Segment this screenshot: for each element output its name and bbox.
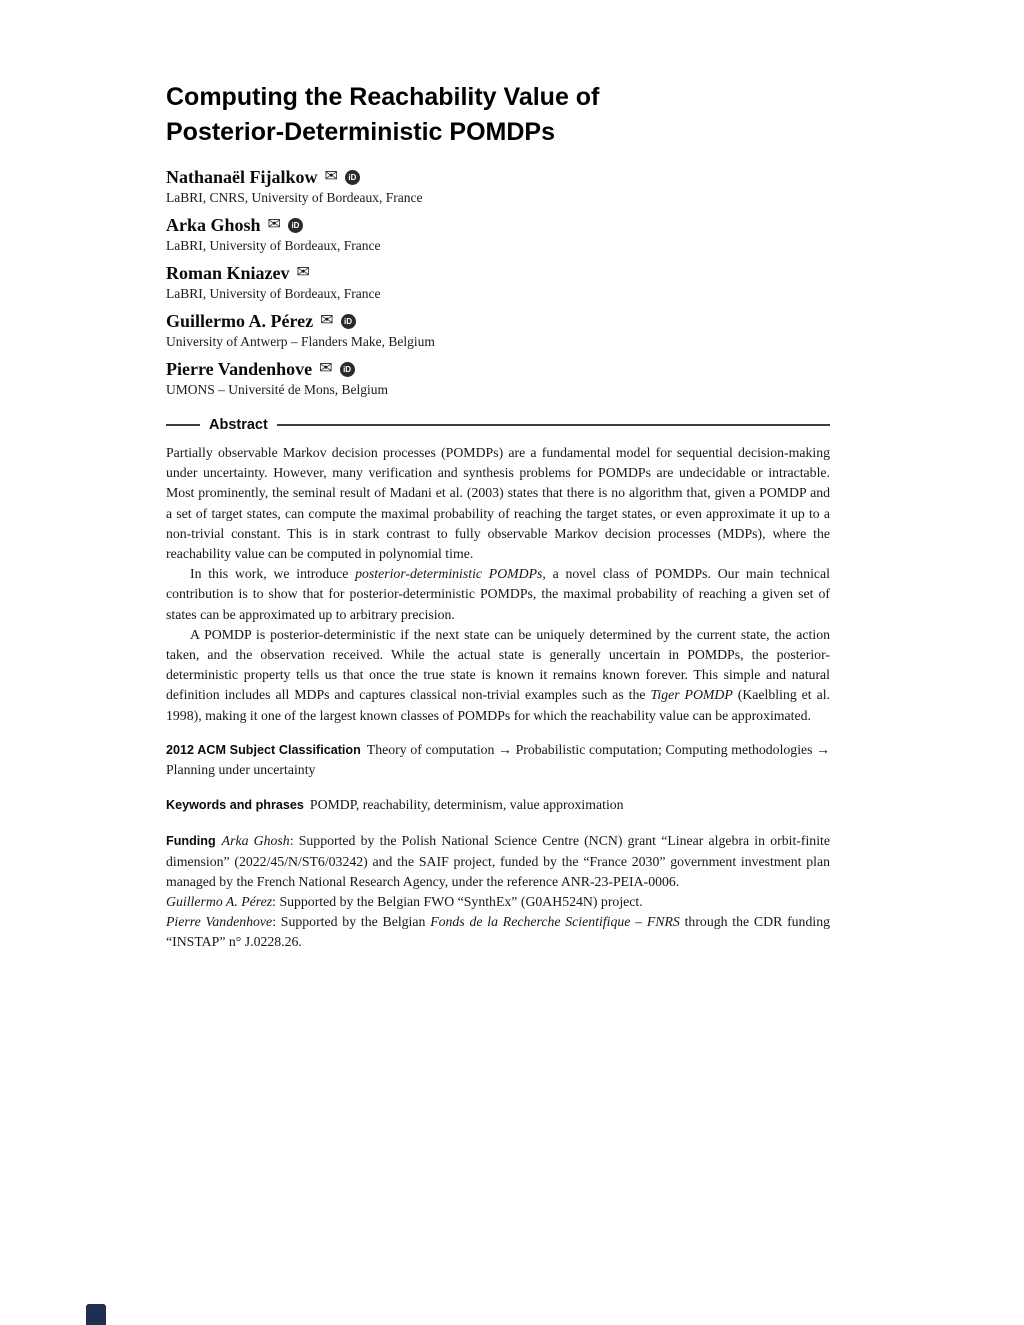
funding-section [166,831,830,952]
author-block [166,214,830,254]
abstract-paragraph-1: Partially observable Markov decision processes (POMDPs) are a fundamental model for sequential decision-making under uncertainty. However, many verification and synthesis problems for POMDPs are undecidable or intractable. Most prominently, the seminal result of Madani et al. (2003) states that there is no algorithm that, given a POMDP and a set of target states, can compute the maximal probability of reaching the target states, or even approximate it up to a non-trivial constant. This is in stark contrast to fully observable Markov decision processes (MDPs), where the reachability value can be computed in polynomial time. [166,445,830,562]
author-name-row [166,262,830,284]
author-block [166,166,830,206]
abstract-rule-left [166,424,200,425]
email-icon[interactable]: ✉ [296,264,310,281]
orcid-icon[interactable]: iD [340,362,355,377]
funding-entry-name: Pierre Vandenhove [166,914,273,930]
orcid-icon[interactable]: iD [288,218,303,233]
author-name-row [166,166,830,188]
email-icon[interactable]: ✉ [267,216,281,233]
funding-entry-name: Arka Ghosh [221,833,290,849]
paper-title-line2: Posterior-Deterministic POMDPs [166,118,555,146]
author-name-row [166,358,830,380]
acm-classification-label: 2012 ACM Subject Classification [166,742,361,757]
funding-entry [166,831,830,892]
italic-term: Tiger POMDP [650,687,733,703]
keywords-label: Keywords and phrases [166,798,304,813]
orcid-icon[interactable]: iD [341,314,356,329]
author-name: Guillermo A. Pérez [166,311,314,331]
paper-content [166,80,830,953]
funding-label: Funding [166,834,216,849]
abstract-rule-right [277,424,830,425]
abstract-heading-row [166,416,830,434]
funding-entry [166,892,830,912]
author-affiliation: LaBRI, CNRS, University of Bordeaux, France [166,190,423,205]
abstract-paragraph-2 [166,564,830,625]
abstract-section [166,416,830,726]
funding-entry-text: : Supported by the Belgian [272,914,431,930]
email-icon[interactable]: ✉ [324,168,338,185]
acm-classification-text: Theory of computation → Probabilistic computation; Computing methodologies → Planning under uncertainty [166,741,831,778]
author-affiliation: LaBRI, University of Bordeaux, France [166,286,381,301]
orcid-icon[interactable]: iD [345,170,360,185]
footer-license-logo [86,1304,106,1325]
italic-term: posterior-deterministic POMDPs [355,566,543,582]
author-block [166,310,830,350]
funding-entry-text: through the CDR funding “INSTAP” n° J.0228.26. [166,914,830,950]
text-run: , a novel class of POMDPs. Our main technical contribution is to show that for posterior-deterministic POMDPs, the maximal probability of reaching a given set of states can be approximated up to arbitrary precision. [166,566,831,622]
paper-title-line1: Computing the Reachability Value of [166,83,600,111]
author-name-row [166,214,830,236]
funding-entry-name: Guillermo A. Pérez [166,894,273,910]
italic-term: Fonds de la Recherche Scientifique – FNRS [430,914,680,930]
paper-title [166,80,830,150]
text-run: In this work, we introduce [190,566,356,582]
author-block [166,358,830,398]
text-run: A POMDP is posterior-deterministic if the next state can be uniquely determined by the current state, the action taken, and the observation received. While the actual state is generally uncertain in POMDPs, the posterior-deterministic property tells us that once the true state is known it remains known forever. This simple and natural definition includes all MDPs and captures classical non-trivial examples such as the [166,626,830,703]
funding-entry [166,912,830,952]
author-name: Roman Kniazev [166,263,290,283]
author-name: Nathanaël Fijalkow [166,167,318,187]
abstract-heading: Abstract [209,417,268,433]
author-name: Arka Ghosh [166,215,261,235]
keywords-text: POMDP, reachability, determinism, value approximation [309,797,624,813]
author-name: Pierre Vandenhove [166,359,313,379]
abstract-paragraph-3 [166,625,830,726]
author-affiliation: LaBRI, University of Bordeaux, France [166,238,381,253]
funding-entry-text: : Supported by the Belgian FWO “SynthEx” (G0AH524N) project. [272,894,643,910]
email-icon[interactable]: ✉ [320,312,334,329]
funding-entry-text: : Supported by the Polish National Science Centre (NCN) grant “Linear algebra in orbit-finite dimension” (2022/45/N/ST6/03242) and the SAIF project, funded by the “France 2030” government investment plan managed by the French National Research Agency, under the reference ANR-23-PEIA-0006. [166,833,830,889]
author-name-row [166,310,830,332]
text-run: (Kaelbling et al. 1998), making it one of the largest known classes of POMDPs for which the reachability value can be approximated. [166,687,830,723]
author-affiliation: UMONS – Université de Mons, Belgium [166,382,388,397]
author-affiliation: University of Antwerp – Flanders Make, Belgium [166,334,435,349]
email-icon[interactable]: ✉ [319,360,333,377]
author-block [166,262,830,302]
keywords [166,795,830,815]
acm-classification [166,740,830,780]
